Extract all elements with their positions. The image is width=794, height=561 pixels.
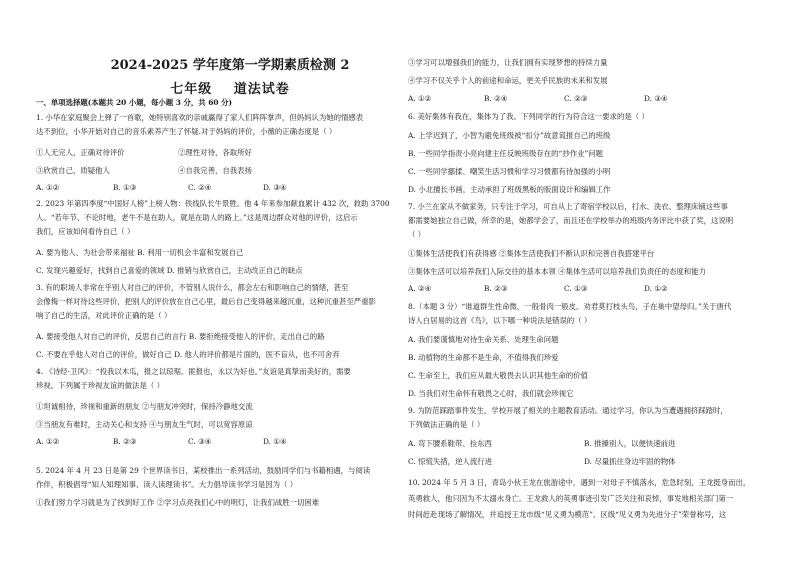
q1-opt-3: ③欣赏自己，质疑他人 (36, 166, 110, 175)
q9-opt-c: C. 惊慌失措，逆人流行进 (408, 457, 492, 466)
q4-choice-a: A. ①② (36, 437, 60, 446)
q1-choice-c: C. ②④ (188, 183, 212, 192)
section-heading: 一、单项选择题(本题共 20 小题，每小题 3 分，共 60 分) (36, 98, 232, 107)
q7-opts-34: ③集体生活可以培养我们人际交往的基本本领 ④集体生活可以培养我们负责任的态度和能力 (408, 267, 706, 276)
q4-line-1: 4. 《诗经·卫风》：“投我以木瓜，报之以琼琚。匪报也，永以为好也。”友谊是真挚而美好的，需要 (36, 367, 351, 376)
q3-opt-ab: A. 要接受他人对自己的评价，反思自己的言行 B. 要拒绝接受他人的评价，走出自己的路 (36, 332, 325, 341)
q7-line-3: （ ） (408, 230, 426, 239)
q1-line-2: 达不到位，小华开始对自己的音乐素养产生了怀疑.对于妈妈的评价，小薇的正确态度是（ ） (36, 127, 337, 136)
q7-line-2: 都需要她独立自己做，所幸的是，她都学会了，而且还在学校举办的班级内务评比中获了奖，这说明 (408, 216, 734, 225)
q5-line-3: ①我们努力学习就是为了找到好工作 ②学习点亮我们心中的明灯，让我们战胜一切困难 (36, 498, 320, 507)
page-subtitle (80, 78, 380, 97)
q8-opt-a: A. 我们要谨慎地对待生命关系、处理生命问题 (408, 335, 559, 344)
q2-line-3: 我们，应该如何看待自己（ ） (36, 227, 135, 236)
q1-choice-a: A. ①② (36, 183, 60, 192)
q3-line-3: 响了自己的生活，对此评价正确的是（ ） (36, 311, 172, 320)
q1-opt-4: ④自我完善，自我表扬 (178, 166, 252, 175)
q1-choice-d: D. ③④ (263, 183, 287, 192)
q1-line-1: 1. 小华在家庭聚会上弹了一首歌，她特别喜欢的亲戚赢得了家人们阵阵掌声，但妈妈认为她的情感表 (36, 113, 364, 122)
q7-choice-b: B. ②③ (484, 284, 508, 293)
q9-opt-a: A. 弯下腰系鞋带、捡东西 (408, 439, 492, 448)
q1-opt-2: ②理性对待，各取所好 (178, 148, 252, 157)
q7-opts-12: ①集体生活使我们有获得感 ②集体生活使我们不断认识和完善自我搭建平台 (408, 249, 655, 258)
q5-line-1: 5. 2024 年 4 月 23 日是第 29 个世界读书日，某校推出一系列活动，鼓励同学们与书籍相遇，与阅读 (36, 466, 371, 475)
q8-opt-c: C. 生命至上，我们应从最大敬畏去认识其他生命的价值 (408, 371, 589, 380)
q4-choice-c: C. ③④ (188, 437, 212, 446)
q8-line-1: 8.（本题 3 分）“谁道群生性命微，一般骨肉一般皮。劝君莫打枝头鸟，子在巢中望母归。”关于唐代 (408, 302, 732, 311)
q5-choice-d: D. ③④ (644, 94, 668, 103)
q10-line-1: 10. 2024 年 5 月 3 日，青岛小伙王龙在旅游途中，遇到一对母子不慎落水，危急时刻，王龙挺身而出， (408, 478, 751, 487)
q10-line-3: 时间赶赴现场了解情况，并追授王龙市级“见义勇为模范”、区级“见义勇为先进分子”荣誉称号，这 (408, 510, 727, 519)
q2-line-2: 人。“若年节、不论时地，老牛不是在助人，就是在助人的路上。”这是周边群众对他的评价，这启示 (36, 213, 358, 222)
q5-line-2: 作伴，积极倡导“知人知理知事、读人读理读书”。大力倡导读书学习是因为（ ） (36, 480, 298, 489)
q2-line-1: 2. 2023 年第四季度“中国好人榜”上榜人物：铁线队长牛景胜。他 4 年来参加献血累计 432 次，救助 3700 (36, 199, 390, 208)
grade-label: 七年级 (170, 82, 213, 97)
subject-label: 道法试卷 (233, 82, 290, 97)
q4-choice-b: B. ②③ (113, 437, 137, 446)
q7-choice-c: C. ①③ (564, 284, 588, 293)
q7-line-1: 7. 小兰在家从不做家务，只专注于学习，可自从上了寄宿学校以后，打水、洗衣、整理床铺这些事 (408, 202, 728, 211)
q9-opt-b: B. 推搡别人，以便快速前进 (584, 439, 676, 448)
q4-line-2: 珍视。下列属于珍视友谊的做法是（ ） (36, 381, 164, 390)
page-title: 2024-2025 学年度第一学期素质检测 2 (110, 58, 350, 73)
q7-choice-a: A. ②④ (408, 284, 432, 293)
q5-opt-4: ④学习不仅关乎个人的前途和命运，更关乎民族的未来和发展 (408, 76, 608, 85)
q4-opts-34: ③当朋友有难时，主动关心和支持 ④与朋友生气时，可以宽容原谅 (36, 420, 253, 429)
q4-choice-d: D. ①④ (263, 437, 287, 446)
q8-line-2: 诗人白居易的这首《鸟》，以下哪一种说法是错误的（ ） (408, 316, 592, 325)
q5-choice-c: C. ②③ (564, 94, 588, 103)
q9-opt-d: D. 尽量抓住身边牢固的物体 (584, 457, 676, 466)
q6-opt-d: D. 小北擅长书画，主动承担了班级黑板的版面设计和编辑工作 (408, 185, 611, 194)
q7-choice-d: D. ①② (644, 284, 668, 293)
q9-line-1: 9. 为防范踩踏事件发生，学校开展了相关的主题教育活动。通过学习，你认为当遭遇拥挤踩踏时， (408, 406, 728, 415)
q6-line-1: 6. 美好集体有我在，集体为了我。下列同学的行为符合这一要求的是（ ） (408, 112, 649, 121)
q2-opt-cd: C. 发现兴趣爱好，找到自己喜爱的领域 D. 推销与欣赏自己，主动改正自己的缺点 (36, 266, 303, 275)
q5-choice-a: A. ①② (408, 94, 432, 103)
q6-opt-a: A. 上学迟到了，小智为避免班级被“扣分”故意谎报自己的班级 (408, 131, 611, 140)
q1-choice-b: B. ①③ (113, 183, 137, 192)
q2-opt-ab: A. 要为他人、为社会带来福祉 B. 利用一切机会丰富和发展自己 (36, 248, 244, 257)
q4-opts-12: ①坦诚相待，珍视和重新的朋友 ②与朋友冲突时，保持冷静地交流 (36, 402, 253, 411)
q6-opt-c: C. 一些同学挪揉、嘲笑生活习惯和学习习惯都有待加强的小明 (408, 167, 611, 176)
q6-opt-b: B. 一些同学指责小亮向建主任反映班级存在的“抄作业”问题 (408, 149, 604, 158)
q3-line-1: 3. 有的职场人非常在乎别人对自己的评价，不管别人说什么，都会左右和影响自己的情绪，甚至 (36, 283, 349, 292)
q10-line-2: 英勇救人，他只因为不太溺水身亡。王龙救人的英勇事迹引发广泛关注和哀悼，事发地相关部门第一 (408, 494, 734, 503)
q3-opt-cd: C. 不要在乎他人对自己的评价，做好自己 D. 他人的评价都是片面的，医不盲从，也不可舍弃 (36, 350, 340, 359)
q9-line-2: 下列做法正确的是（ ） (408, 420, 485, 429)
q1-opt-1: ①人无完人，正确对待评价 (36, 148, 125, 157)
q3-line-2: 会像梅一样对待这些评价，把别人的评价放在自己心里，最后自己变得越来越沉重，这种沉重甚至严重影 (36, 297, 376, 306)
q8-opt-b: B. 动植物的生命都不是生命，不值得我们珍爱 (408, 353, 559, 362)
q5-opt-3: ③学习可以增强我们的能力，让我们拥有实现梦想的持续力量 (408, 58, 608, 67)
q8-opt-d: D. 当我们对生命怀有敬畏之心时，我们就会珍视它 (408, 389, 574, 398)
q5-choice-b: B. ②④ (484, 94, 508, 103)
